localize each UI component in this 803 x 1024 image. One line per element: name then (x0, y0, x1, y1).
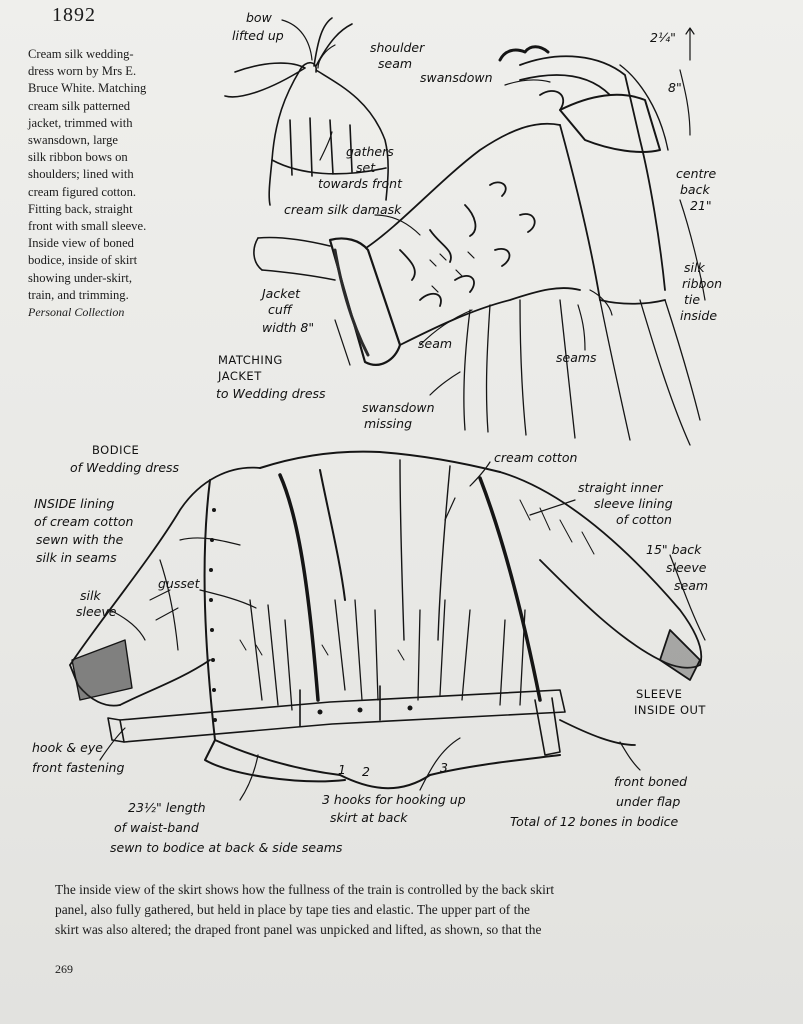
label-inside-lining: INSIDE lining (34, 496, 115, 511)
label-back: back (680, 182, 710, 197)
label-eight: 8" (668, 80, 682, 95)
label-jacket: Jacket (262, 286, 301, 301)
label-of-waist-band: of waist-band (114, 820, 199, 835)
caption-line: train, and trimming. (28, 287, 129, 302)
label-skirt-at-back: skirt at back (330, 810, 408, 825)
label-sleeve-caps: SLEEVE (636, 687, 683, 701)
label-of-wedding-dress: of Wedding dress (70, 460, 180, 475)
bodice-labels (32, 443, 708, 855)
caption-line: cream silk patterned (28, 98, 131, 113)
body-line: panel, also fully gathered, but held in place by tape ties and elastic. The upper part of the (55, 902, 530, 917)
body-line: skirt was also altered; the draped front panel was unpicked and lifted, as shown, so that the (55, 922, 542, 937)
label-silk-sleeve: silk (80, 588, 101, 603)
label-straight-inner: straight inner (578, 480, 663, 495)
label-sewn-to-bodice: sewn to bodice at back & side seams (110, 840, 343, 855)
caption-line: Bruce White. Matching (28, 81, 147, 96)
label-back-sleeve: sleeve (666, 560, 707, 575)
label-missing: missing (364, 416, 413, 431)
label-gathers-set: set (356, 160, 376, 175)
jacket-body-drawing (500, 47, 668, 304)
label-jacket-seam: seam (418, 336, 453, 351)
label-front-fastening: front fastening (32, 760, 125, 775)
label-gusset: gusset (158, 576, 200, 591)
label-depth: 2¼" (650, 30, 676, 45)
jacket-sketch (216, 10, 722, 445)
label-bow: bow (246, 10, 272, 25)
label-21: 21" (690, 198, 712, 213)
caption-line: Cream silk wedding- (28, 47, 134, 61)
caption-line: cream figured cotton. (28, 184, 137, 199)
label-lifted-up: lifted up (232, 28, 284, 43)
label-tie: tie (684, 292, 701, 307)
body-paragraph (55, 880, 715, 940)
label-total-bones: Total of 12 bones in bodice (510, 814, 679, 829)
label-sleeve-lining: sleeve lining (594, 496, 673, 511)
label-sleeve: sleeve (76, 604, 117, 619)
bodice-sketch (32, 443, 708, 855)
label-waist-length: 23½" length (128, 800, 206, 815)
body-line: The inside view of the skirt shows how the fullness of the train is controlled by the back skirt (55, 882, 555, 897)
label-cream-cotton-lining: of cream cotton (34, 514, 134, 529)
label-seam: seam (378, 56, 413, 71)
year-heading: 1892 (52, 4, 96, 26)
label-seams: seams (556, 350, 597, 365)
label-3-hooks: 3 hooks for hooking up (322, 792, 466, 807)
label-inside-out: INSIDE OUT (634, 703, 706, 717)
bodice-shell-drawing (205, 452, 560, 789)
label-under-flap: under flap (616, 794, 681, 809)
label-hook-eye: hook & eye (32, 740, 103, 755)
label-towards-front: towards front (318, 176, 403, 191)
label-num-1: 1 (338, 762, 346, 777)
label-to-wedding-dress: to Wedding dress (216, 386, 326, 401)
label-damask: cream silk damask (284, 202, 402, 217)
label-bodice: BODICE (92, 443, 140, 457)
label-inside: inside (680, 308, 718, 323)
label-silk-in-seams: silk in seams (36, 550, 117, 565)
caption-line: dress worn by Mrs E. (28, 64, 137, 79)
label-num-3: 3 (440, 760, 448, 775)
caption-line: bodice, inside of skirt (28, 253, 138, 268)
label-front-boned: front boned (614, 774, 688, 789)
caption-line: jacket, trimmed with (28, 115, 133, 130)
jacket-sleeve-drawing (366, 124, 580, 345)
label-gathers: gathers (346, 144, 394, 159)
label-cream-cotton: cream cotton (494, 450, 578, 465)
caption-line: Inside view of boned (28, 236, 134, 251)
caption-line: swansdown, large (28, 133, 119, 148)
label-matching: MATCHING (218, 353, 283, 367)
page-number: 269 (55, 962, 73, 976)
label-silk: silk (684, 260, 705, 275)
waist-band-drawing (108, 686, 565, 755)
label-cuff-width: width 8" (262, 320, 315, 335)
label-of-cotton: of cotton (616, 512, 672, 527)
caption-collection: Personal Collection (28, 305, 125, 320)
caption-line: shoulders; lined with (28, 167, 134, 182)
jacket-labels (216, 10, 722, 431)
label-swansdown-missing: swansdown (362, 400, 435, 415)
label-shoulder: shoulder (370, 40, 425, 55)
caption-line: silk ribbon bows on (28, 150, 128, 165)
label-15-back: 15" back (646, 542, 702, 557)
caption-line: Fitting back, straight (28, 201, 133, 216)
label-sewn-with: sewn with the (36, 532, 124, 547)
label-ribbon: ribbon (682, 276, 723, 291)
bodice-arrows (100, 462, 705, 800)
caption-line: front with small sleeve. (28, 219, 147, 234)
caption-line: showing under-skirt, (28, 270, 132, 285)
label-back-seam: seam (674, 578, 709, 593)
label-swansdown: swansdown (420, 70, 493, 85)
label-centre: centre (676, 166, 717, 181)
label-jacket-caps: JACKET (218, 369, 262, 383)
label-cuff: cuff (268, 302, 292, 317)
label-num-2: 2 (362, 764, 370, 779)
